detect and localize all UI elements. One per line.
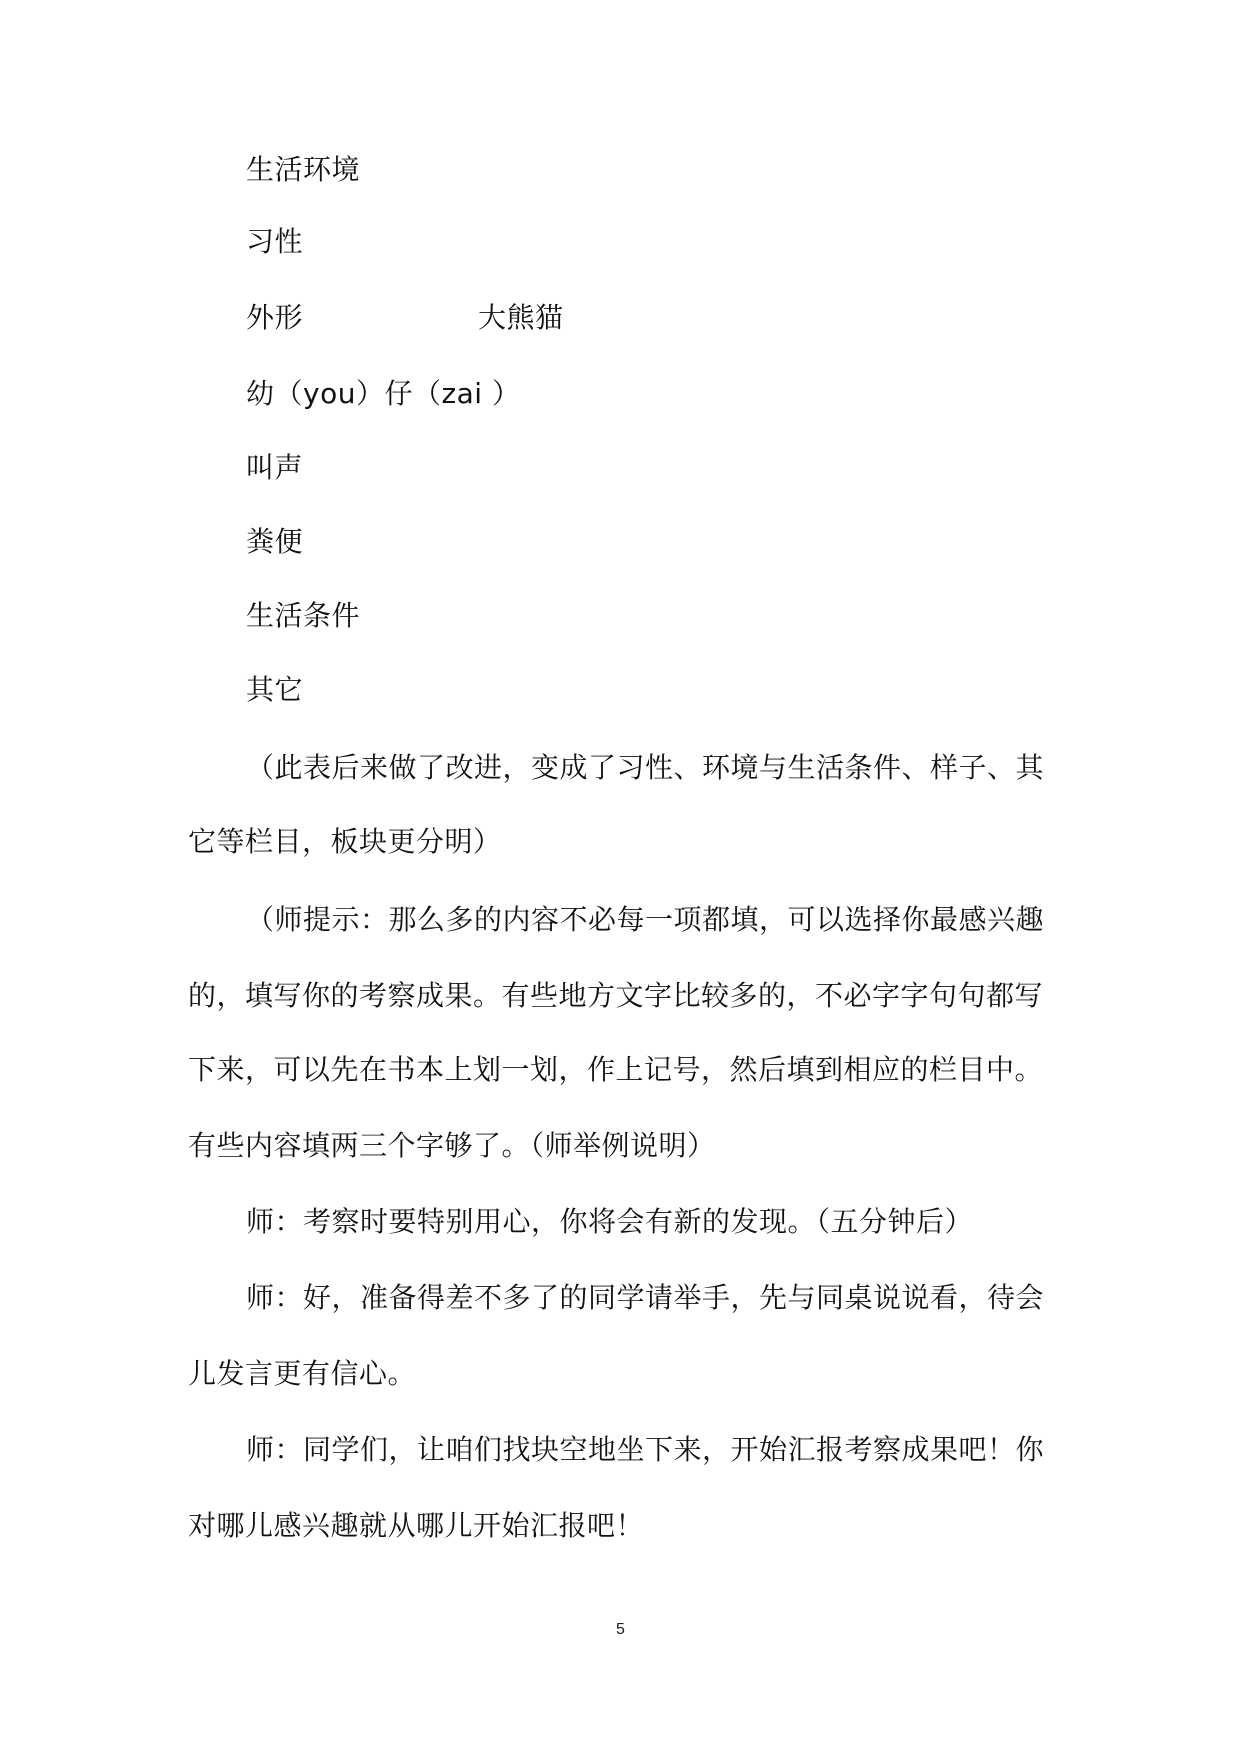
table-row-label-other: 其它 [246, 673, 304, 706]
paragraph-teacher-ready-line1: 师：好，准备得差不多了的同学请举手，先与同桌说说看，待会 [246, 1281, 1045, 1314]
paragraph-hint-line4: 有些内容填两三个字够了。（师举例说明） [188, 1129, 716, 1162]
paragraph-teacher-report-line2: 对哪儿感兴趣就从哪儿开始汇报吧！ [188, 1509, 645, 1542]
table-row-label-droppings: 粪便 [246, 525, 304, 558]
page-number: 5 [616, 1621, 625, 1638]
table-row-label-living-conditions: 生活条件 [246, 599, 361, 632]
table-row-label-appearance: 外形 [246, 301, 304, 334]
table-row-label-habitat: 生活环境 [246, 153, 361, 186]
paragraph-note-line2: 它等栏目，板块更分明） [188, 825, 502, 858]
table-row-label-cubs: 幼（you）仔（zai ） [246, 377, 521, 410]
paragraph-hint-line3: 下来，可以先在书本上划一划，作上记号，然后填到相应的栏目中。 [188, 1053, 1044, 1086]
paragraph-teacher-report-line1: 师：同学们，让咱们找块空地坐下来，开始汇报考察成果吧！你 [246, 1433, 1045, 1466]
table-row-label-calls: 叫声 [246, 451, 304, 484]
paragraph-note-line1: （此表后来做了改进，变成了习性、环境与生活条件、样子、其 [246, 751, 1045, 784]
paragraph-teacher-observe: 师：考察时要特别用心，你将会有新的发现。（五分钟后） [246, 1205, 974, 1238]
table-row-label-habits: 习性 [246, 225, 304, 258]
paragraph-hint-line2: 的，填写你的考察成果。有些地方文字比较多的，不必字字句句都写 [188, 979, 1044, 1012]
table-title-panda: 大熊猫 [478, 301, 564, 334]
paragraph-hint-line1: （师提示：那么多的内容不必每一项都填，可以选择你最感兴趣 [246, 903, 1045, 936]
paragraph-teacher-ready-line2: 儿发言更有信心。 [188, 1357, 417, 1390]
